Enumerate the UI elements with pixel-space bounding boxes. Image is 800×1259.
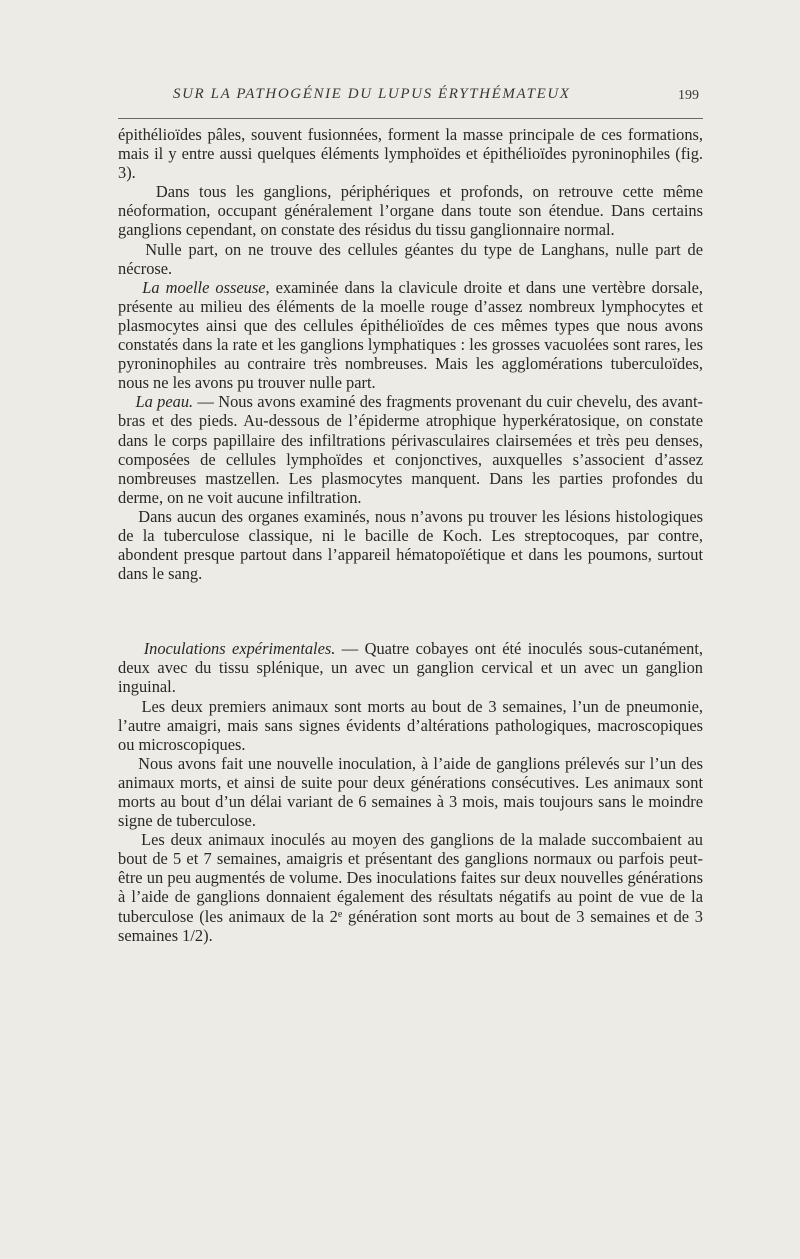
paragraph	[118, 830, 703, 945]
paragraph-text: génération sont morts au bout de 3 semaines et de 3 semaines 1/2).	[118, 906, 703, 945]
paragraph-text: Les deux animaux inoculés au moyen des ganglions de la malade succombaient au bout de 5 et 7 semaines, amaigris et présentant des ganglions normaux ou parfois peut-être un peu augmentés de volume. Des inoculations faites sur deux nouvelles générations à l’aide de ganglions donnaient également des résultats négatifs au point de vue de la tuberculose (les animaux de la 2	[118, 830, 704, 926]
paragraph	[118, 697, 703, 754]
paragraph-text: Nous avons fait une nouvelle inoculation, à l’aide de ganglions prélevés sur l’un des animaux morts, et ainsi de suite pour deux générations consécutives. Les animaux sont morts au bout d’un délai variant de 6 semaines à 3 mois, mais toujours sans le moindre signe de tuberculose.	[118, 753, 704, 831]
paragraph	[118, 278, 703, 393]
header-rule	[118, 118, 703, 119]
paragraph-text: — Nous avons examiné des fragments provenant du cuir chevelu, des avant-bras et des pieds. Au-dessous de l’épiderme atrophique hyperkératosique, on constate dans le corps papillaire des infiltrations périvasculaires clairsemées et très peu denses, composées de cellules lymphoïdes et conjonctives, auxquelles s’associent d’assez nombreuses mastzellen. Les plasmocytes manquent. Dans les parties profondes du derme, on ne voit aucune infiltration.	[118, 392, 703, 507]
paragraph	[118, 392, 703, 507]
paragraph-text: , examinée dans la clavicule droite et dans une vertèbre dorsale, présente au milieu des éléments de la moelle rouge d’assez nombreux lymphocytes et plasmocytes ainsi que des cellules épithélioïdes de ces mêmes types que nous avons constatés dans la rate et les ganglions lymphatiques : les grosses vacuolées sont rares, les pyroninophiles au contraire très nombreuses. Mais les agglomérations tuberculoïdes, nous ne les avons pu trouver nulle part.	[118, 277, 703, 393]
superscript: e	[337, 908, 343, 920]
paragraph	[118, 125, 703, 182]
paragraph-text: Nulle part, on ne trouve des cellules géantes du type de Langhans, nulle part de nécrose.	[118, 239, 704, 278]
paragraph-lead: La moelle osseuse	[142, 277, 266, 297]
paragraph	[118, 639, 703, 696]
paragraph-text: — Quatre cobayes ont été inoculés sous-cutanément, deux avec du tissu splénique, un avec un ganglion cervical et un avec un ganglion inguinal.	[118, 639, 704, 697]
paragraph-text: Dans tous les ganglions, périphériques et profonds, on retrouve cette même néoformation, occupant généralement l’organe dans toute son étendue. Dans certains ganglions cependant, on constate des résidus du tissu ganglionnaire normal.	[118, 182, 703, 240]
section-gap	[118, 583, 703, 639]
paragraph-lead: Inoculations expérimentales.	[143, 639, 336, 659]
paragraph	[118, 754, 703, 830]
paragraph	[118, 240, 703, 278]
paragraph	[118, 182, 703, 239]
page-header	[118, 86, 703, 110]
body-text	[118, 125, 703, 945]
paragraph-text: épithélioïdes pâles, souvent fusionnées, forment la masse principale de ces formations, mais il y entre aussi quelques éléments lymphoïdes et épithélioïdes pyroninophiles (fig. 3).	[118, 125, 703, 183]
paragraph-text: Dans aucun des organes examinés, nous n’avons pu trouver les lésions histologiques de la tuberculose classique, ni le bacille de Koch. Les streptocoques, par contre, abondent presque partout dans l’appareil hématopoïétique et dans les poumons, surtout dans le sang.	[118, 506, 704, 584]
page-number: 199	[678, 88, 699, 103]
running-title: SUR LA PATHOGÉNIE DU LUPUS ÉRYTHÉMATEUX	[173, 86, 571, 102]
paragraph	[118, 507, 703, 583]
paragraph-lead: La peau.	[135, 392, 194, 412]
paragraph-text: Les deux premiers animaux sont morts au bout de 3 semaines, l’un de pneumonie, l’autre amaigri, mais sans signes évidents d’altérations pathologiques, macroscopiques ou microscopiques.	[118, 696, 703, 754]
